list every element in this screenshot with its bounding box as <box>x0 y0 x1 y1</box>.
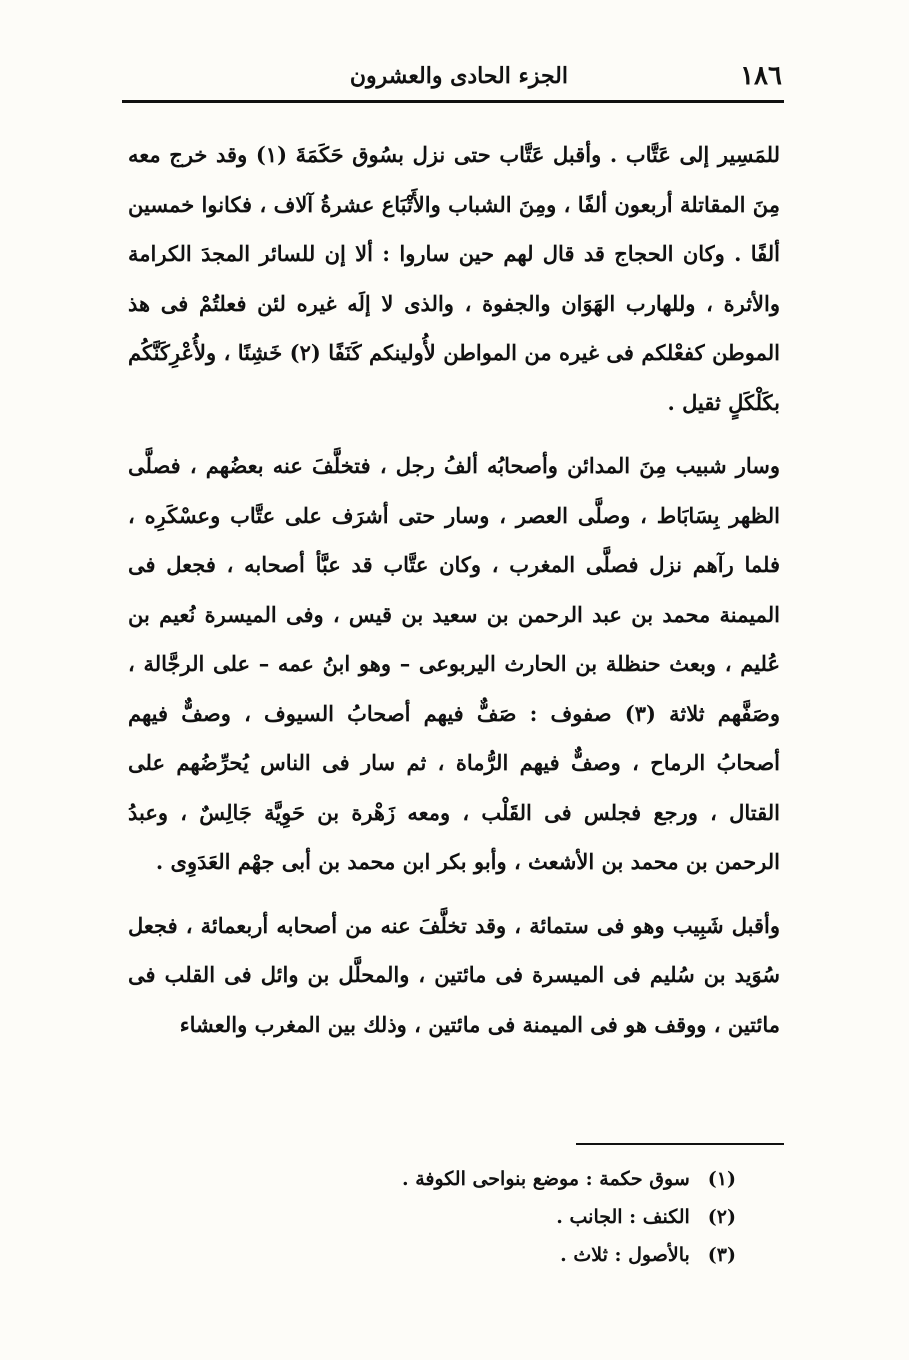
paragraph: للمَسِير إلى عَتَّاب . وأقبل عَتَّاب حتى نزل بسُوق حَكَمَةَ (١) وقد خرج معه مِنَ المقاتلة أربعون ألفًا ، ومِنَ الشباب والأَتْبَاع عشرةُ آلاف ، فكانوا خمسين ألفًا . وكان الحجاج قد قال لهم حين ساروا : ألا إن للسائر المجدَ الكرامة والأثرة ، وللهارب الهَوَان والجفوة ، والذى لا إلَه غيره لئن فعلتُمْ فى هذ الموطن كفعْلكم فى غيره من المواطن لأُولينكم كَنَفًا (٢) خَشِنًا ، ولأُعْرِكَنَّكُم بكَلْكَلٍ ثقيل . <box>128 142 780 415</box>
footnote-text: سوق حكمة : موضع بنواحى الكوفة . <box>401 1168 690 1190</box>
footnote-rule <box>576 1143 784 1145</box>
paragraph: وأقبل شَبِيب وهو فى ستمائة ، وقد تخلَّفَ عنه من أصحابه أربعمائة ، فجعل سُوَيد بن سُليم فى الميسرة فى مائتين ، والمحلَّل بن وائل فى القلب فى مائتين ، ووقف هو فى الميمنة فى مائتين ، وذلك بين المغرب والعشاء <box>128 912 780 1037</box>
footnote-number: (٣) <box>707 1244 736 1266</box>
header-rule <box>122 100 784 103</box>
page-number: ١٨٦ <box>740 61 782 91</box>
running-title: الجزء الحادى والعشرون <box>349 63 568 89</box>
paragraph: وسار شبيب مِنَ المدائن وأصحابُه ألفُ رجل ، فتخلَّفَ عنه بعضُهم ، فصلَّى الظهر بِسَابَاط ، وصلَّى العصر ، وسار حتى أشرَف على عتَّاب وعسْكَرِه ، فلما رآهم نزل فصلَّى المغرب ، وكان عتَّاب قد عبَّأ أصحابه ، فجعل فى الميمنة محمد بن عبد الرحمن بن سعيد بن قيس ، وفى الميسرة نُعيم بن عُليم ، وبعث حنظلة بن الحارث اليربوعى – وهو ابنُ عمه – على الرجَّالة ، وصَفَّهم ثلاثة (٣) صفوف : صَفٌّ فيهم أصحابُ السيوف ، وصفٌّ فيهم أصحابُ الرماح ، وصفٌّ فيهم الرُّماة ، ثم سار فى الناس يُحرِّضُهم على القتال ، ورجع فجلس فى القَلْب ، ومعه زَهْرة بن حَوِيَّة جَالِسٌ ، وعبدُ الرحمن بن محمد بن الأشعث ، وأبو بكر ابن محمد بن أبى جهْم العَدَوِى . <box>128 453 780 874</box>
main-text <box>128 130 780 1049</box>
footnotes <box>320 1160 736 1274</box>
page-header <box>122 58 782 94</box>
footnote <box>320 1198 736 1236</box>
footnote <box>320 1236 736 1274</box>
footnote-text: الكنف : الجانب . <box>556 1206 690 1228</box>
footnote-text: بالأصول : ثلاث . <box>560 1244 690 1266</box>
footnote <box>320 1160 736 1198</box>
footnote-number: (٢) <box>707 1206 736 1228</box>
footnote-number: (١) <box>707 1168 736 1190</box>
